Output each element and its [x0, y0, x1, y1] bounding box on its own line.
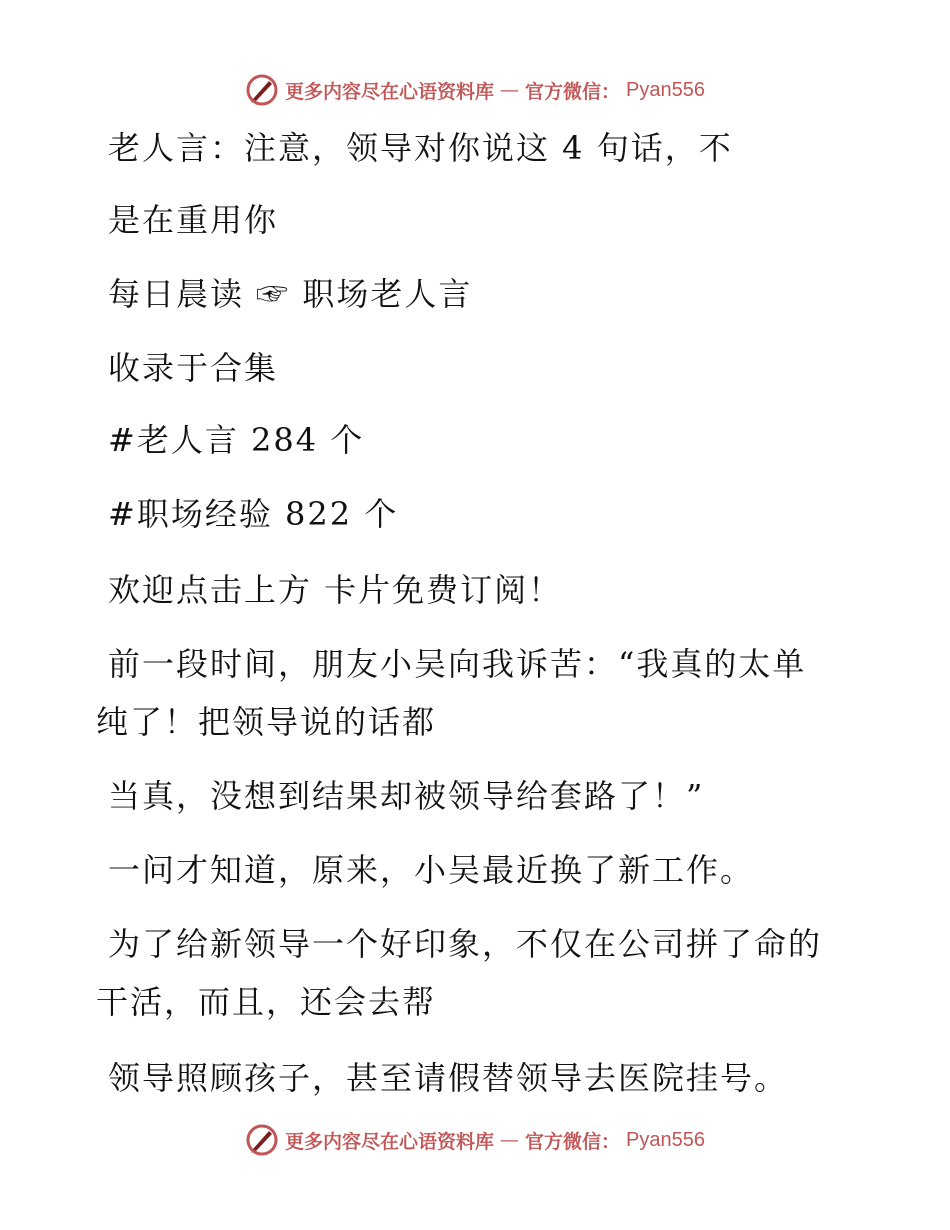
header-watermark	[0, 70, 950, 110]
watermark-separator: —	[500, 79, 520, 101]
watermark-wechat-label: 官方微信：	[525, 1130, 621, 1153]
subscribe-prompt: 欢迎点击上方 卡片免费订阅！	[108, 571, 563, 609]
tag-laorenyan: #老人言 284 个	[108, 421, 365, 459]
watermark-wechat-id: Pyan556	[626, 1128, 705, 1151]
collection-label: 收录于合集	[108, 349, 279, 387]
paragraph-line: 当真，没想到结果却被领导给套路了！”	[108, 777, 705, 815]
paragraph-line: 干活，而且，还会去帮	[96, 983, 437, 1021]
tag-workplace-experience: #职场经验 822 个	[108, 495, 399, 533]
quill-logo-icon	[245, 1123, 279, 1157]
watermark-text: 更多内容尽在心语资料库	[285, 1130, 495, 1153]
paragraph-line: 纯了！把领导说的话都	[96, 703, 437, 741]
watermark-separator: —	[500, 1129, 520, 1151]
paragraph-line: 前一段时间，朋友小吴向我诉苦：“我真的太单	[108, 645, 807, 683]
paragraph-line: 为了给新领导一个好印象，不仅在公司拼了命的	[108, 925, 823, 963]
morning-reading-line: 每日晨读 ☞ 职场老人言	[108, 275, 473, 313]
footer-watermark	[0, 1120, 950, 1160]
paragraph-line: 领导照顾孩子，甚至请假替领导去医院挂号。	[108, 1059, 789, 1097]
watermark-wechat-label: 官方微信：	[525, 80, 621, 103]
article-title-line-1: 老人言：注意，领导对你说这 4 句话，不	[108, 129, 733, 167]
article-title-line-2: 是在重用你	[108, 201, 279, 239]
watermark-text: 更多内容尽在心语资料库	[285, 80, 495, 103]
quill-logo-icon	[245, 73, 279, 107]
paragraph-line: 一问才知道，原来，小吴最近换了新工作。	[108, 851, 755, 889]
watermark-wechat-id: Pyan556	[626, 78, 705, 101]
